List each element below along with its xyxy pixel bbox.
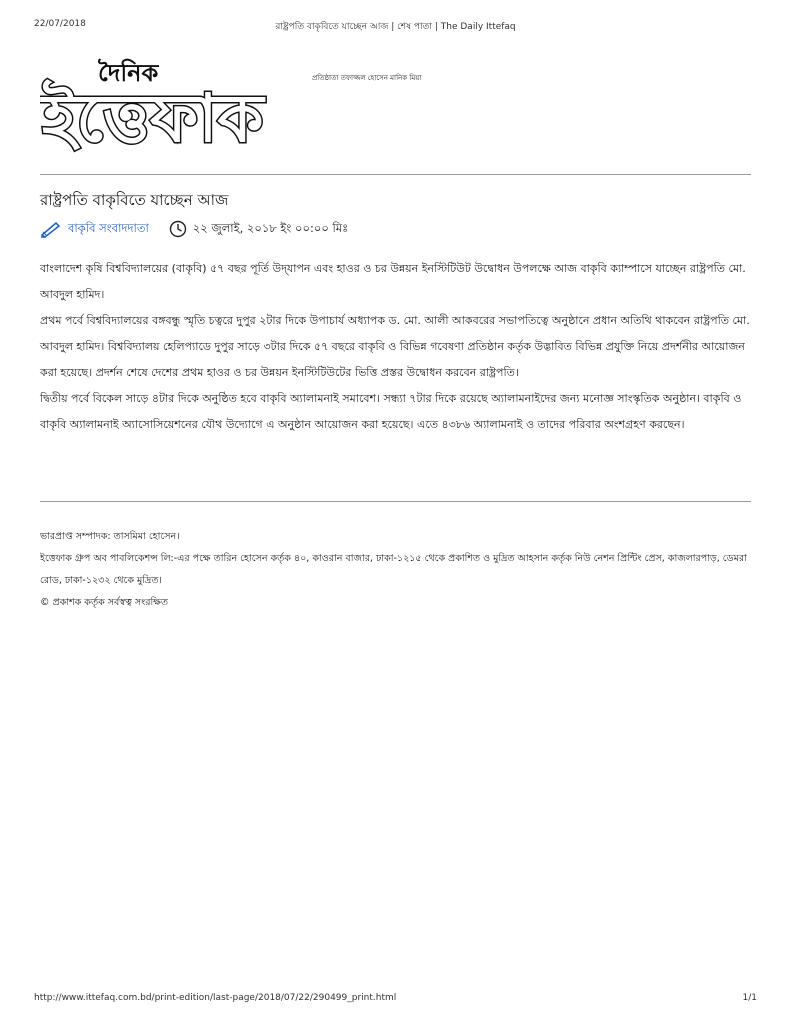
byline (40, 219, 348, 239)
divider-top (40, 174, 751, 175)
print-footer (34, 993, 757, 1007)
pen-icon (40, 220, 62, 238)
print-header (34, 19, 757, 33)
article-paragraph: প্রথম পর্বে বিশ্ববিদ্যালয়ের বঙ্গবন্ধু স্মৃতি চত্বরে দুপুর ২টার দিকে উপাচার্য অধ্যাপক ড. মো. আলী আকবরের সভাপতিত্বে অনুষ্ঠানে প্রধান অতিথি থাকবেন রাষ্ট্রপতি মো. আবদুল হামিদ। বিশ্ববিদ্যালয় হেলিপ্যাডে দুপুর সাড়ে ৩টার দিকে ৫৭ বছরে বাকৃবি ও বিভিন্ন গবেষণা প্রতিষ্ঠান কর্তৃক উদ্ভাবিত বিভিন্ন প্রযুক্তি নিয়ে প্রদর্শনীর আয়োজন করা হয়েছে। প্রদর্শন শেষে দেশের প্রথম হাওর ও চর উন্নয়ন ইনস্টিটিউটের ভিত্তি প্রস্তর উদ্বোধন করবেন রাষ্ট্রপতি। (40, 314, 750, 379)
copyright-line: © প্রকাশক কর্তৃক সর্বস্বত্ব সংরক্ষিত (40, 597, 168, 608)
article-paragraph: দ্বিতীয় পর্বে বিকেল সাড়ে ৪টার দিকে অনুষ্ঠিত হবে বাকৃবি অ্যালামনাই সমাবেশ। সন্ধ্যা ৭টার দিকে রয়েছে অ্যালামনাইদের জন্য মনোজ্ঞ সাংস্কৃতিক অনুষ্ঠান। বাকৃবি ও বাকৃবি অ্যালামনাই অ্যাসোসিয়েশনের যৌথ উদ্যোগে এ অনুষ্ঠান আয়োজন করা হয়েছে। এতে ৪৩৮৬ অ্যালামনাই ও তাদের পরিবার অংশগ্রহণ করছেন। (40, 392, 742, 431)
clock-icon (169, 220, 187, 238)
page-number: 1/1 (742, 993, 757, 1003)
print-date: 22/07/2018 (34, 19, 86, 29)
article-headline: রাষ্ট্রপতি বাকৃবিতে যাচ্ছেন আজ (40, 191, 229, 209)
logo-small-word: দৈনিক (98, 59, 159, 87)
ittefaq-logo (40, 55, 460, 155)
publisher-line: ইত্তেফাক গ্রুপ অব পাবলিকেশন্স লি:-এর পক্ষে তারিন হোসেন কর্তৃক ৪০, কাওরান বাজার, ঢাকা-১২১৫ থেকে প্রকাশিত ও মুদ্রিত আহসান কর্তৃক নিউ নেশন প্রিন্টিং প্রেস, কাজলারপাড়, ডেমরা রোড, ঢাকা-১২৩২ থেকে মুদ্রিত। (40, 553, 747, 586)
logo-main-word: ইত্তেফাক (42, 80, 264, 155)
article-body (40, 256, 752, 438)
print-url: http://www.ittefaq.com.bd/print-edition/last-page/2018/07/22/290499_print.html (34, 993, 397, 1003)
masthead-logo[interactable] (40, 55, 460, 155)
publication-info (40, 526, 752, 614)
author-link[interactable]: বাকৃবি সংবাদদাতা (68, 220, 149, 235)
editor-line: ভারপ্রাপ্ত সম্পাদক: তাসমিমা হোসেন। (40, 531, 180, 542)
founder-line: প্রতিষ্ঠাতা তফাজ্জল হোসেন মানিক মিয়া (312, 74, 422, 82)
publish-date: ২২ জুলাই, ২০১৮ ইং ০০:০০ মিঃ (192, 220, 349, 235)
divider-bottom (40, 501, 751, 502)
print-page-title: রাষ্ট্রপতি বাকৃবিতে যাচ্ছেন আজ | শেষ পাতা | The Daily Ittefaq (275, 22, 516, 32)
article-paragraph: বাংলাদেশ কৃষি বিশ্ববিদ্যালয়ের (বাকৃবি) ৫৭ বছর পূর্তি উদ্‌যাপন এবং হাওর ও চর উন্নয়ন ইনস্টিটিউট উদ্বোধন উপলক্ষে আজ বাকৃবি ক্যাম্পাসে যাচ্ছেন রাষ্ট্রপতি মো. আবদুল হামিদ। (40, 262, 746, 301)
